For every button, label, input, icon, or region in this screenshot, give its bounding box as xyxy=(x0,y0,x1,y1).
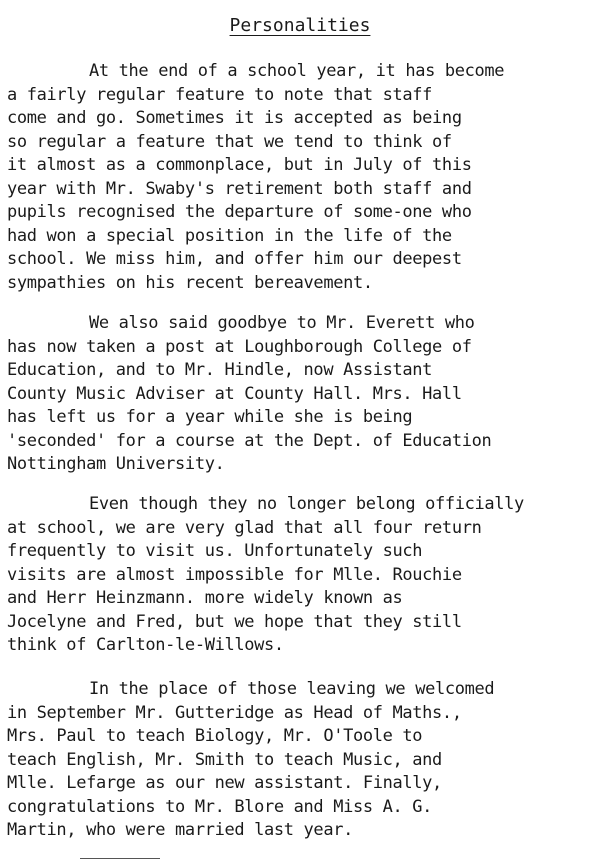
paragraph-line: Education, and to Mr. Hindle, now Assistant xyxy=(7,360,433,380)
paragraph-line: We also said goodbye to Mr. Everett who xyxy=(89,313,475,333)
paragraph-line: In the place of those leaving we welcomed xyxy=(89,679,495,699)
paragraph-2 xyxy=(7,312,597,477)
paragraph-line: County Music Adviser at County Hall. Mrs. Hall xyxy=(7,383,462,404)
paragraph-line: at school, we are very glad that all four return xyxy=(7,517,482,538)
paragraph-3 xyxy=(7,493,597,658)
paragraph-line: 'seconded' for a course at the Dept. of Education xyxy=(7,430,492,451)
paragraph-line: Even though they no longer belong officially xyxy=(89,494,524,514)
paragraph-line: Jocelyne and Fred, but we hope that they still xyxy=(7,611,462,632)
paragraph-line: so regular a feature that we tend to think of xyxy=(7,131,452,152)
paragraph-line: come and go. Sometimes it is accepted as being xyxy=(7,108,462,128)
paragraph-line: Mlle. Lefarge as our new assistant. Finally, xyxy=(7,773,442,793)
paragraph-line: think of Carlton-le-Willows. xyxy=(7,635,284,655)
paragraph-line: school. We miss him, and offer him our deepest xyxy=(7,249,462,269)
paragraph-line: congratulations to Mr. Blore and Miss A. G. xyxy=(7,796,433,817)
paragraph-line: year with Mr. Swaby's retirement both staff and xyxy=(7,178,472,199)
paragraph-line: has now taken a post at Loughborough College of xyxy=(7,336,472,357)
paragraph-line: in September Mr. Gutteridge as Head of Maths., xyxy=(7,702,462,723)
paragraph-line: Nottingham University. xyxy=(7,454,225,474)
paragraph-line: frequently to visit us. Unfortunately such xyxy=(7,541,423,561)
paragraph-line: a fairly regular feature to note that staff xyxy=(7,84,433,105)
paragraph-line: At the end of a school year, it has become xyxy=(89,61,505,81)
paragraph-line: it almost as a commonplace, but in July of this xyxy=(7,155,472,175)
footer-divider xyxy=(80,858,160,859)
paragraph-line: and Herr Heinzmann. more widely known as xyxy=(7,588,403,608)
page-title-text: Personalities xyxy=(229,15,371,36)
paragraph-line: pupils recognised the departure of some-one who xyxy=(7,202,472,222)
paragraph-line: Martin, who were married last year. xyxy=(7,820,353,840)
page-title xyxy=(0,14,600,38)
paragraph-4 xyxy=(7,678,597,843)
paragraph-line: has left us for a year while she is being xyxy=(7,407,413,427)
paragraph-1 xyxy=(7,60,597,295)
paragraph-line: teach English, Mr. Smith to teach Music, and xyxy=(7,749,442,770)
paragraph-line: had won a special position in the life of the xyxy=(7,225,452,246)
paragraph-line: visits are almost impossible for Mlle. Rouchie xyxy=(7,564,462,585)
paragraph-line: sympathies on his recent bereavement. xyxy=(7,272,373,293)
paragraph-line: Mrs. Paul to teach Biology, Mr. O'Toole to xyxy=(7,726,423,746)
